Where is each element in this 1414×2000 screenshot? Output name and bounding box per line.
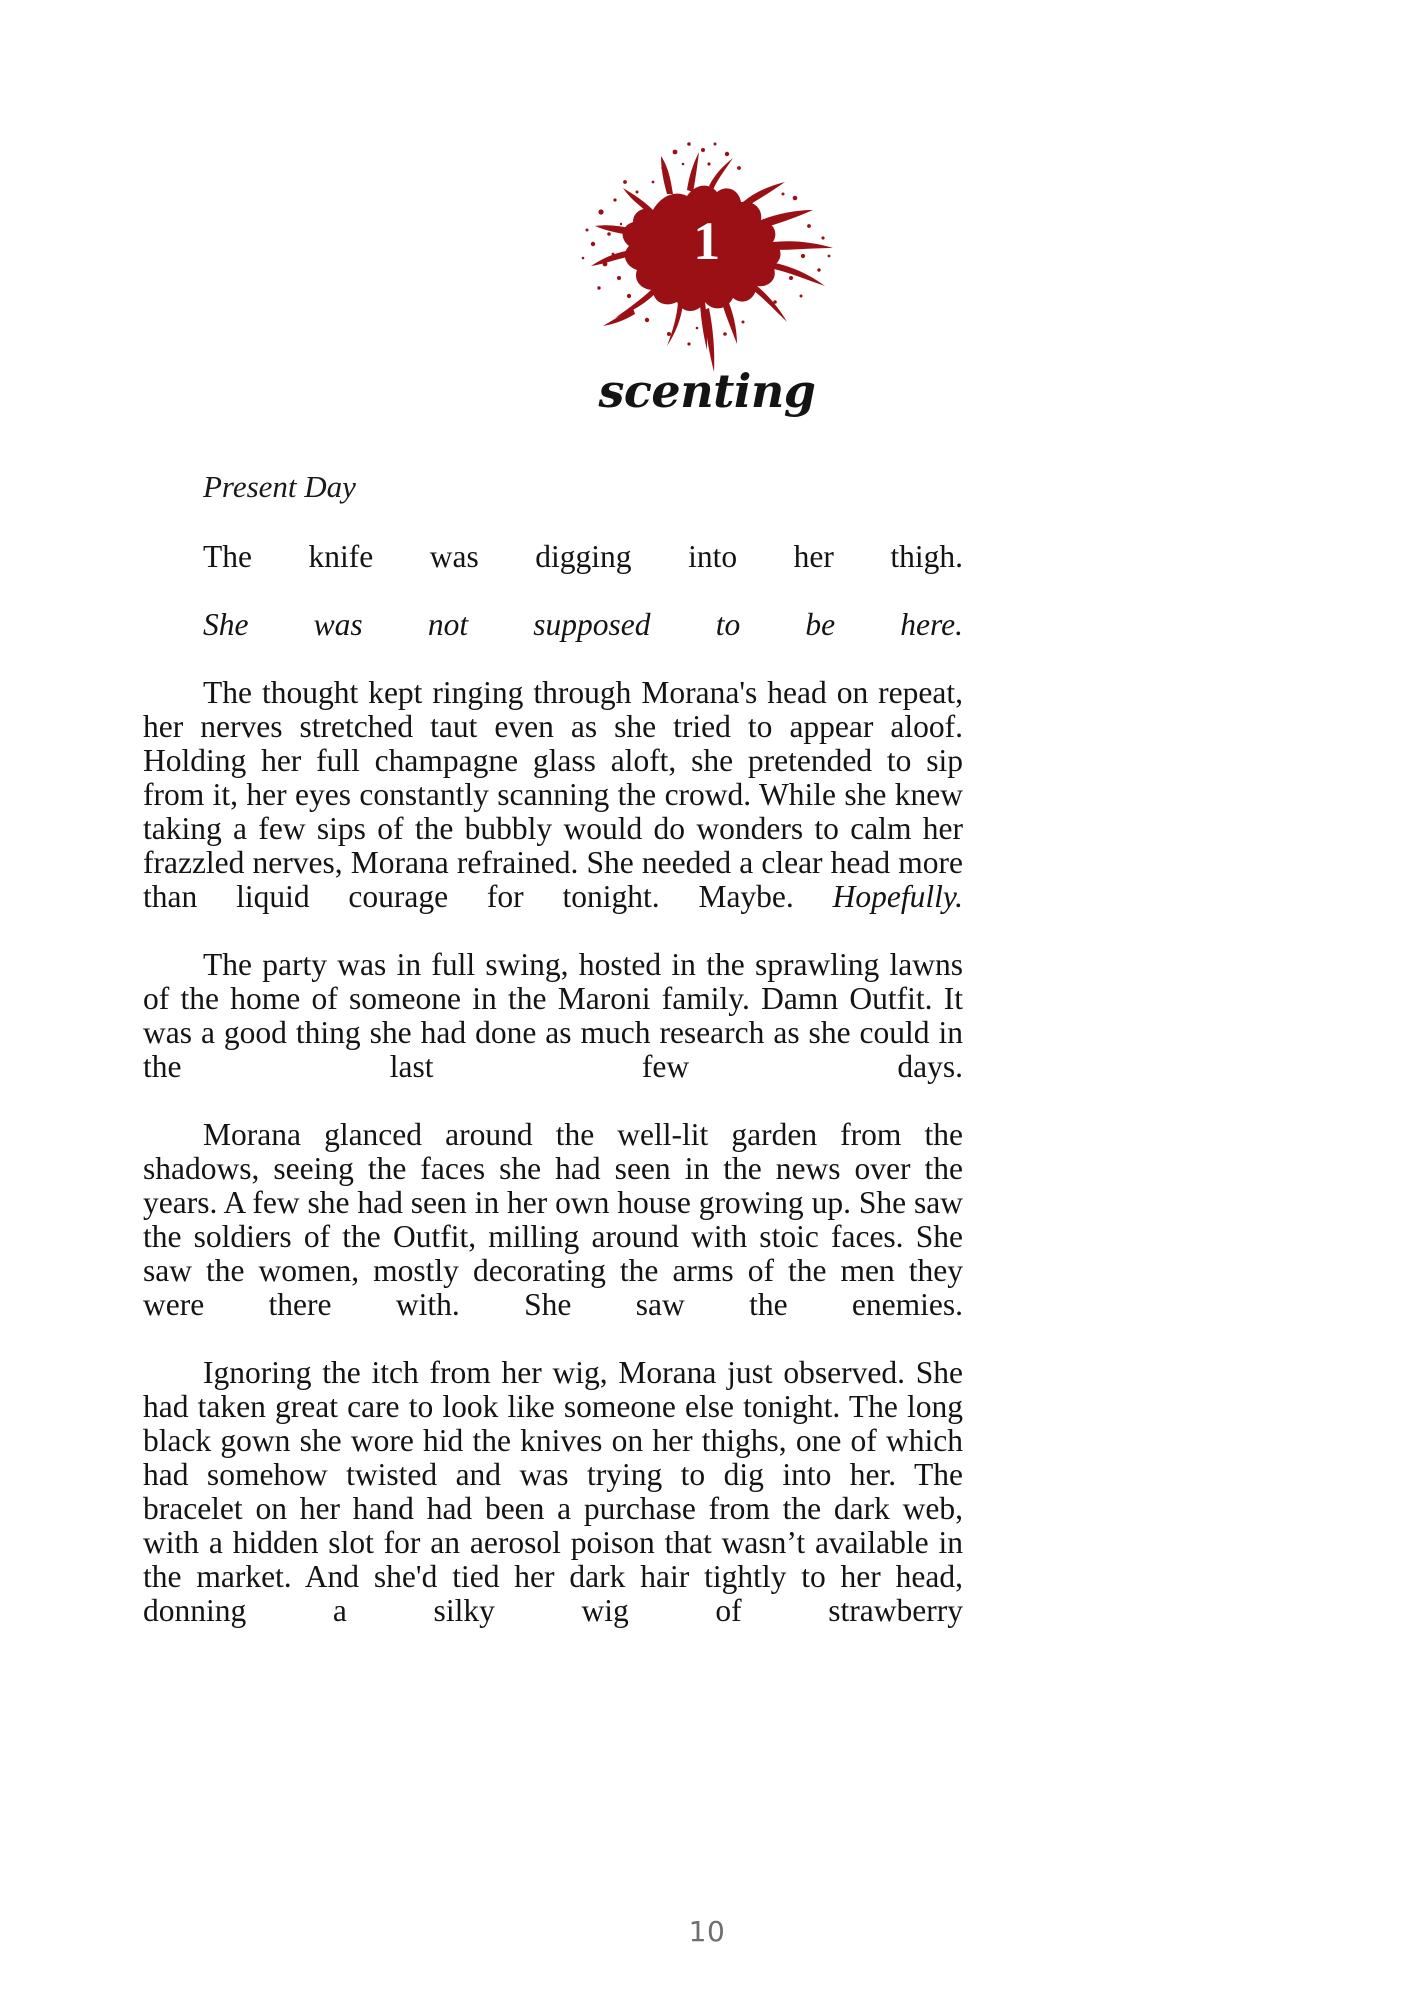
italic-text-run: She was not supposed to be here. <box>203 607 963 642</box>
body-paragraph <box>143 540 963 608</box>
text-run: The party was in full swing, hosted in the sprawling lawns of the home of someone in the Maroni family. Damn Outfit. It was a good thing she had done as much research as she could in the last few days. <box>143 947 963 1084</box>
text-run: Morana glanced around the well-lit garden from the shadows, seeing the faces she had seen in the news over the years. A few she had seen in her own house growing up. She saw the soldiers of the Outfit, milling around with stoic faces. She saw the women, mostly decorating the arms of the men they were there with. She saw the enemies. <box>143 1117 963 1322</box>
scene-label: Present Day <box>203 469 356 504</box>
text-run: The thought kept ringing through Morana's head on repeat, her nerves stretched taut even as she tried to appear aloof. Holding her full champagne glass aloft, she pretended to sip from it, her eyes constantly scanning the crowd. While she knew taking a few sips of the bubbly would do wonders to calm her frazzled nerves, Morana refrained. She needed a clear head more than liquid courage for tonight. Maybe. <box>143 675 963 914</box>
body-paragraph <box>143 1356 963 1662</box>
chapter-number: 1 <box>693 211 721 271</box>
chapter-ornament <box>0 138 1414 373</box>
body-paragraph <box>143 1118 963 1356</box>
text-run: Ignoring the itch from her wig, Morana just observed. She had taken great care to look like someone else tonight. The long black gown she wore hid the knives on her thighs, one of which had somehow twisted and was trying to dig into her. The bracelet on her hand had been a purchase from the dark web, with a hidden slot for an aerosol poison that wasn’t available in the market. And she'd tied her dark hair tightly to her head, donning a silky wig of strawberry <box>143 1355 963 1628</box>
body-text-column <box>143 470 963 1662</box>
body-paragraph <box>143 676 963 948</box>
page-number: 10 <box>688 1915 726 1948</box>
italic-text-run: Hopefully. <box>832 879 963 914</box>
body-paragraph <box>143 948 963 1118</box>
blood-splatter-graphic <box>557 138 857 373</box>
text-run: The knife was digging into her thigh. <box>203 539 963 574</box>
chapter-title: scenting <box>598 364 816 418</box>
paragraph-list <box>143 540 963 1662</box>
body-paragraph <box>143 608 963 676</box>
